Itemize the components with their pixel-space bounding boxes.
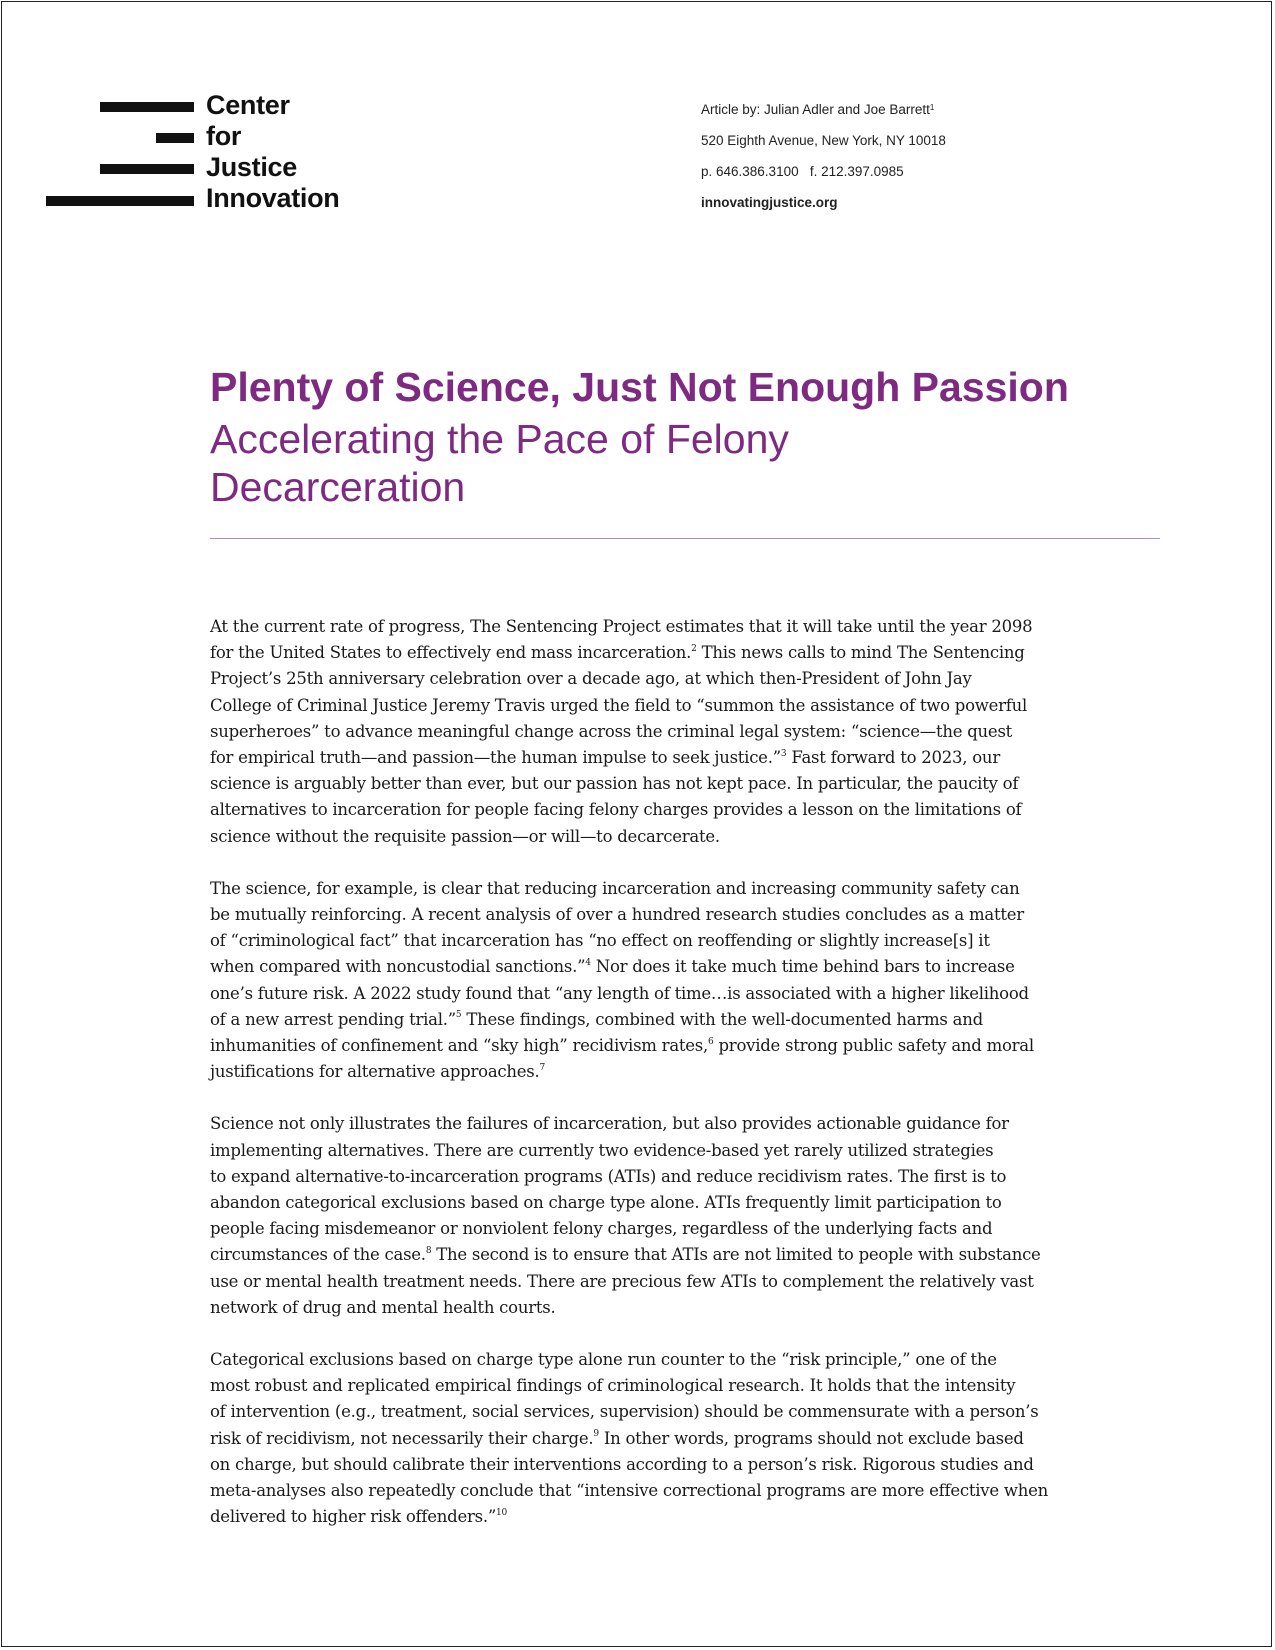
body-paragraph xyxy=(210,876,1170,1086)
body-paragraph xyxy=(210,614,1170,850)
paragraph-line: alternatives to incarceration for people facing felony charges provides a lesson on the limitations of xyxy=(210,800,1022,820)
organization-logo xyxy=(46,92,366,217)
paragraph-line: most robust and replicated empirical findings of criminological research. It holds that the intensity xyxy=(210,1376,1016,1396)
contact-block xyxy=(701,101,946,225)
paragraph-line: abandon categorical exclusions based on charge type alone. ATIs frequently limit participation to xyxy=(210,1193,1002,1213)
paragraph-line: justifications for alternative approaches.$^7$ xyxy=(210,1062,545,1082)
paragraph-line: inhumanities of confinement and “sky high” recidivism rates,$^6$ provide strong public safety and moral xyxy=(210,1036,1034,1056)
paragraph-line: be mutually reinforcing. A recent analysis of over a hundred research studies concludes as a matter xyxy=(210,905,1024,925)
footnote-marker: 8 xyxy=(425,1245,432,1256)
subtitle-line: Accelerating the Pace of Felony xyxy=(210,416,789,462)
paragraph-line: of “criminological fact” that incarceration has “no effect on reoffending or slightly increase[s] it xyxy=(210,931,990,951)
paragraph-line: science is arguably better than ever, but our passion has not kept pace. In particular, the paucity of xyxy=(210,774,1019,794)
article-title: Plenty of Science, Just Not Enough Passion xyxy=(210,364,1069,410)
paragraph-line: meta-analyses also repeatedly conclude that “intensive correctional programs are more effective when xyxy=(210,1481,1048,1501)
footnote-marker: 3 xyxy=(780,748,787,759)
footnote-marker: 2 xyxy=(691,643,697,654)
title-divider xyxy=(210,538,1160,539)
paragraph-line: Science not only illustrates the failures of incarceration, but also provides actionable guidance for xyxy=(210,1114,1009,1134)
logo-word: Justice xyxy=(206,152,297,182)
paragraph-line: science without the requisite passion—or will—to decarcerate. xyxy=(210,826,720,846)
paragraph-line: use or mental health treatment needs. There are precious few ATIs to complement the relatively vast xyxy=(210,1271,1034,1291)
paragraph-line: superheroes” to advance meaningful change across the criminal legal system: “science—the quest xyxy=(210,721,1013,741)
paragraph-line: Categorical exclusions based on charge type alone run counter to the “risk principle,” one of the xyxy=(210,1350,997,1370)
article-authors: Article by: Julian Adler and Joe Barrett xyxy=(701,102,930,117)
logo-bar xyxy=(156,133,194,143)
footnote-marker: 9 xyxy=(593,1429,599,1440)
logo-word: Innovation xyxy=(206,183,340,213)
logo-bar xyxy=(46,196,194,206)
article-body xyxy=(210,614,1170,1557)
footnote-marker: 1 xyxy=(929,103,935,112)
footnote-marker: 4 xyxy=(585,957,591,968)
subtitle-line: Decarceration xyxy=(210,464,466,510)
mailing-address: 520 Eighth Avenue, New York, NY 10018 xyxy=(701,133,946,148)
paragraph-line: one’s future risk. A 2022 study found that “any length of time…is associated with a higher likelihood xyxy=(210,983,1029,1003)
paragraph-line: circumstances of the case.$^8$ The second is to ensure that ATIs are not limited to people with substance xyxy=(210,1245,1041,1265)
article-subtitle xyxy=(210,415,970,511)
paragraph-line: for the United States to effectively end mass incarceration.$^2$ This news calls to mind The Sentencing xyxy=(210,643,1025,663)
footnote-marker: 5 xyxy=(455,1010,462,1021)
paragraph-line: network of drug and mental health courts. xyxy=(210,1297,556,1317)
paragraph-line: on charge, but should calibrate their interventions according to a person’s risk. Rigorous studies and xyxy=(210,1454,1034,1474)
paragraph-line: College of Criminal Justice Jeremy Travis urged the field to “summon the assistance of two powerful xyxy=(210,695,1028,715)
paragraph-line: to expand alternative-to-incarceration programs (ATIs) and reduce recidivism rates. The first is to xyxy=(210,1166,1007,1186)
paragraph-line: of intervention (e.g., treatment, social services, supervision) should be commensurate with a person’s xyxy=(210,1402,1039,1422)
footnote-marker: 6 xyxy=(708,1036,714,1047)
paragraph-line: delivered to higher risk offenders.”$^{10}$ xyxy=(210,1507,507,1527)
logo-bar xyxy=(100,164,194,174)
paragraph-line: people facing misdemeanor or nonviolent felony charges, regardless of the underlying facts and xyxy=(210,1219,993,1239)
paragraph-line: Project’s 25th anniversary celebration over a decade ago, at which then-President of John Jay xyxy=(210,669,972,689)
paragraph-line: implementing alternatives. There are currently two evidence-based yet rarely utilized strategies xyxy=(210,1140,994,1160)
paragraph-line: when compared with noncustodial sanctions.”$^4$ Nor does it take much time behind bars to increase xyxy=(210,957,1015,977)
logo-word: for xyxy=(206,121,242,151)
document-page xyxy=(1,1,1272,1647)
footnote-marker: 10 xyxy=(496,1507,507,1518)
body-paragraph xyxy=(210,1347,1170,1530)
phone-fax: p. 646.386.3100 f. 212.397.0985 xyxy=(701,164,904,179)
paragraph-line: risk of recidivism, not necessarily their charge.$^9$ In other words, programs should not exclude based xyxy=(210,1428,1024,1448)
footnote-marker: 7 xyxy=(539,1062,545,1073)
article-byline xyxy=(701,101,946,132)
logo-word: Center xyxy=(206,90,290,120)
paragraph-line: of a new arrest pending trial.”$^5$ These findings, combined with the well-documented harms and xyxy=(210,1009,983,1029)
website-link[interactable]: innovatingjustice.org xyxy=(701,195,838,210)
logo-bar xyxy=(100,102,194,112)
paragraph-line: The science, for example, is clear that reducing incarceration and increasing community safety can xyxy=(210,878,1020,898)
paragraph-line: for empirical truth—and passion—the human impulse to seek justice.”$^3$ Fast forward to 2023, our xyxy=(210,748,1000,768)
paragraph-line: At the current rate of progress, The Sentencing Project estimates that it will take until the year 2098 xyxy=(210,617,1033,636)
body-paragraph xyxy=(210,1111,1170,1321)
